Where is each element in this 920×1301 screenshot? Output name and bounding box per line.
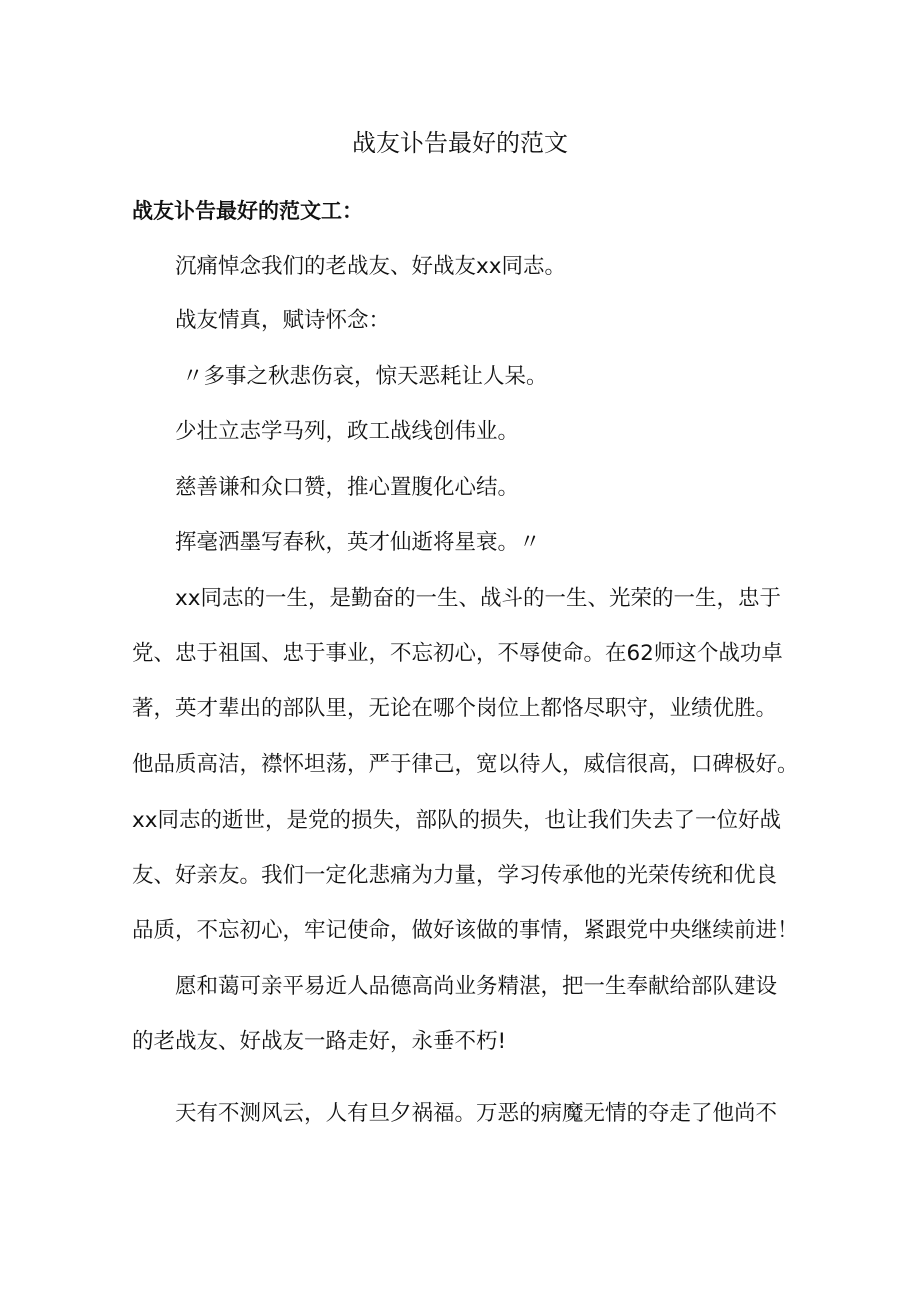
paragraph-line-9: 品质，不忘初心，牢记使命，做好该做的事情，紧跟党中央继续前进！ [132,918,799,943]
poem-line-3: 慈善谦和众口赞，推心置腹化心结。 [175,475,520,500]
paragraph-line-10: 愿和蔼可亲平易近人品德高尚业务精湛，把一生奉献给部队建设 [175,974,778,999]
poem-line-4: 挥毫洒墨写春秋，英才仙逝将星衰。〃 [175,530,541,555]
paragraph-line-4: 党、忠于祖国、忠于事业，不忘初心，不辱使命。在62师这个战功卓 [132,641,783,666]
paragraph-line-11: 的老战友、好战友一路走好，永垂不朽! [132,1029,507,1054]
paragraph-line-12: 天有不测风云，人有旦夕祸福。万恶的病魔无情的夺走了他尚不 [175,1101,778,1126]
poem-line-1: 〃多事之秋悲伤哀，惊天恶耗让人呆。 [182,364,548,389]
section-heading: 战友讣告最好的范文工： [132,199,363,223]
paragraph-line-6: 他品质高洁，襟怀坦荡，严于律己，宽以待人，威信很高，口碑极好。 [132,752,799,777]
paragraph-line-3: xx同志的一生，是勤奋的一生、战斗的一生、光荣的一生，忠于 [175,586,781,611]
document-title: 战友讣告最好的范文 [352,129,568,157]
paragraph-line-8: 友、好亲友。我们一定化悲痛为力量，学习传承他的光荣传统和优良 [132,863,778,888]
paragraph-line-2: 战友情真，赋诗怀念： [175,308,391,333]
paragraph-line-1: 沉痛悼念我们的老战友、好战友xx同志。 [175,254,566,279]
poem-line-2: 少壮立志学马列，政工战线创伟业。 [175,419,520,444]
paragraph-line-7: xx同志的逝世，是党的损失，部队的损失，也让我们失去了一位好战 [132,808,781,833]
paragraph-line-5: 著，英才辈出的部队里，无论在哪个岗位上都恪尽职守，业绩优胜。 [132,696,778,721]
